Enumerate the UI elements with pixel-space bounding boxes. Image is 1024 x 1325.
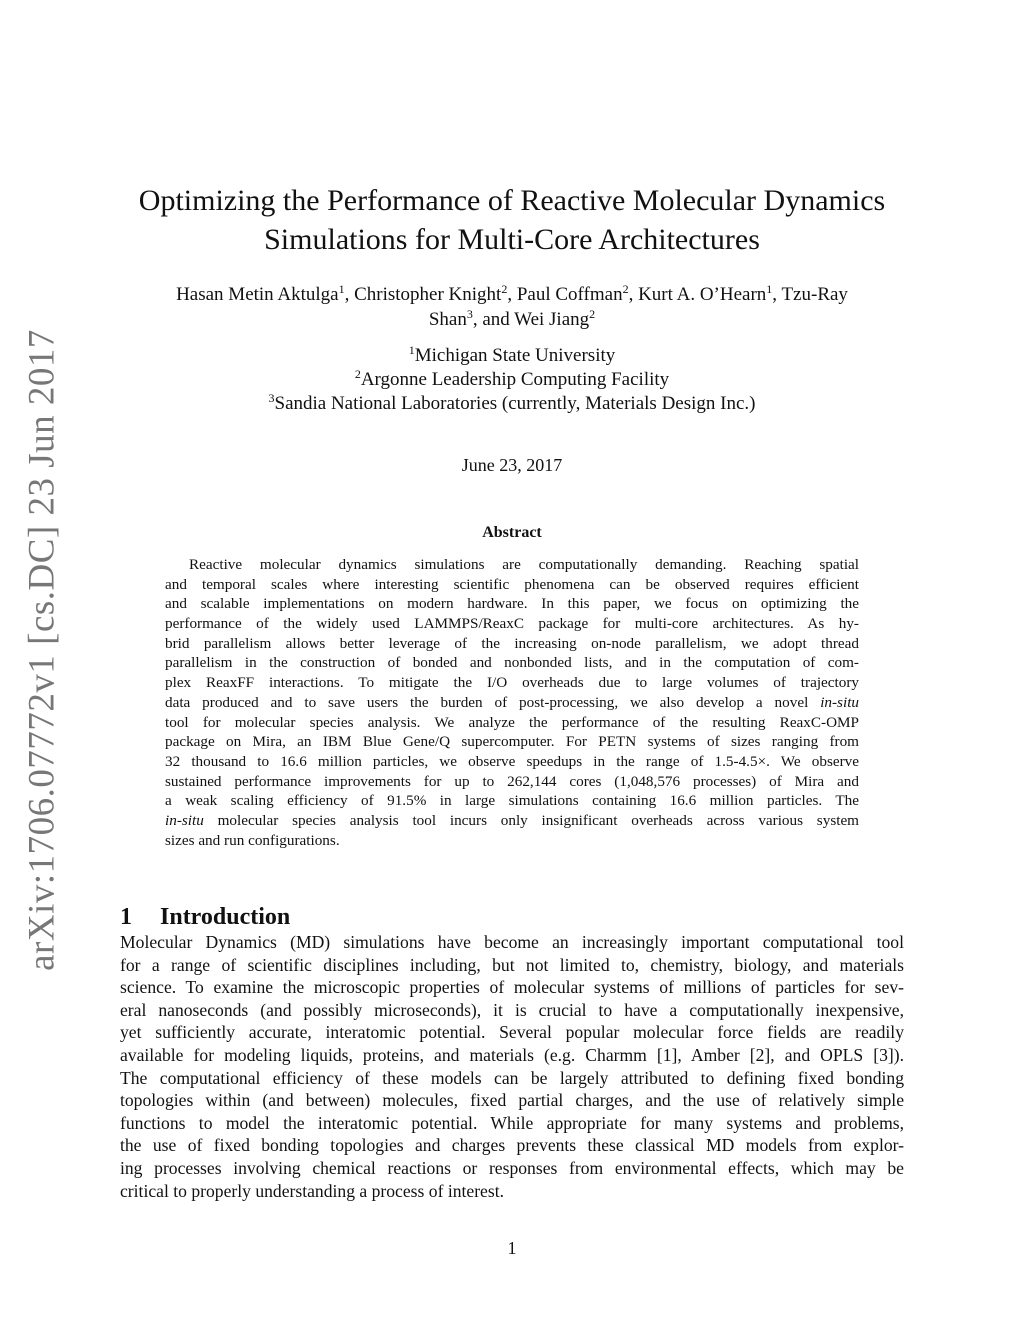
abstract-line: tool for molecular species analysis. We analyze the performance of the resulting ReaxC-OMP bbox=[165, 713, 859, 731]
author-name: , Christopher Knight bbox=[344, 284, 502, 305]
intro-line: for a range of scientific disciplines including, but not limited to, chemistry, biology, and materials bbox=[120, 954, 904, 975]
abstract-text: data produced and to save users the burden of post-processing, we also develop a novel bbox=[165, 693, 809, 711]
affiliation-list bbox=[0, 344, 1024, 416]
author-affil-sup: 2 bbox=[501, 282, 508, 296]
paper-date: June 23, 2017 bbox=[461, 455, 563, 475]
author-name: Hasan Metin Aktulga bbox=[176, 284, 339, 305]
title-line-1: Optimizing the Performance of Reactive Molecular Dynamics bbox=[138, 184, 886, 217]
author-name: , Paul Coffman bbox=[507, 284, 623, 305]
section-number: 1 bbox=[120, 903, 132, 930]
intro-line: ing processes involving chemical reactions or responses from environmental effects, which may be bbox=[120, 1157, 904, 1178]
affiliation-sup: 3 bbox=[268, 391, 275, 405]
author-line-2 bbox=[110, 307, 914, 332]
abstract-body bbox=[165, 555, 859, 850]
affiliation-sup: 1 bbox=[408, 343, 415, 357]
title-line-2: Simulations for Multi-Core Architectures bbox=[264, 223, 760, 256]
arxiv-identifier-text: arXiv:1706.07772v1 [cs.DC] 23 Jun 2017 bbox=[21, 329, 63, 971]
affiliation bbox=[0, 392, 1024, 416]
section-title: Introduction bbox=[160, 903, 291, 930]
abstract-italic-term: in-situ bbox=[165, 811, 204, 829]
affiliation bbox=[0, 344, 1024, 368]
abstract-line: 32 thousand to 16.6 million particles, we observe speedups in the range of 1.5-4.5×. We observe bbox=[165, 752, 859, 770]
abstract-line: a weak scaling efficiency of 91.5% in large simulations containing 16.6 million particles. The bbox=[165, 792, 859, 810]
author-name: , and Wei Jiang bbox=[472, 309, 590, 330]
author-name: , Kurt A. O’Hearn bbox=[628, 284, 767, 305]
abstract-line: brid parallelism allows better leverage of the increasing on-node parallelism, we adopt thread bbox=[165, 634, 859, 652]
abstract-line bbox=[165, 811, 859, 831]
paper-title bbox=[0, 181, 1024, 259]
abstract-line: sustained performance improvements for up to 262,144 cores (1,048,576 processes) of Mira and bbox=[165, 772, 859, 790]
author-affil-sup: 3 bbox=[466, 307, 473, 321]
intro-line: available for modeling liquids, proteins, and materials (e.g. Charmm [1], Amber [2], and OPLS [3]). bbox=[120, 1044, 904, 1065]
intro-line: The computational efficiency of these models can be largely attributed to defining fixed bonding bbox=[120, 1067, 904, 1088]
intro-line: science. To examine the microscopic properties of molecular systems of millions of particles for sev- bbox=[120, 977, 904, 998]
abstract-line: plex ReaxFF interactions. To mitigate the I/O overheads due to large volumes of trajectory bbox=[165, 674, 859, 692]
affiliation-name: Sandia National Laboratories (currently, Materials Design Inc.) bbox=[274, 393, 756, 414]
intro-line: the use of fixed bonding topologies and charges prevents these classical MD models from explor- bbox=[120, 1135, 904, 1156]
intro-line: topologies within (and between) molecules, fixed partial charges, and the use of relatively simple bbox=[120, 1090, 904, 1111]
intro-line: eral nanoseconds (and possibly microseconds), it is crucial to have a computationally inexpensive, bbox=[120, 999, 904, 1020]
abstract-line: and scalable implementations on modern hardware. In this paper, we focus on optimizing the bbox=[165, 595, 859, 613]
affiliation bbox=[0, 368, 1024, 392]
affiliation-sup: 2 bbox=[354, 367, 361, 381]
intro-line: yet sufficiently accurate, interatomic potential. Several popular molecular force fields are readily bbox=[120, 1022, 904, 1043]
abstract-text: molecular species analysis tool incurs only insignificant overheads across various system bbox=[217, 811, 859, 829]
intro-line: Molecular Dynamics (MD) simulations have become an increasingly important computational tool bbox=[120, 932, 904, 952]
abstract-line bbox=[165, 693, 859, 713]
author-affil-sup: 2 bbox=[622, 282, 629, 296]
author-line-1 bbox=[110, 282, 914, 307]
author-name: , Tzu-Ray bbox=[772, 284, 848, 305]
abstract-line: performance of the widely used LAMMPS/ReaxC package for multi-core architectures. As hy- bbox=[165, 615, 859, 633]
affiliation-name: Argonne Leadership Computing Facility bbox=[360, 369, 670, 390]
author-list bbox=[110, 282, 914, 332]
abstract-line: package on Mira, an IBM Blue Gene/Q supercomputer. For PETN systems of sizes ranging from bbox=[165, 733, 859, 751]
intro-line: critical to properly understanding a process of interest. bbox=[120, 1180, 505, 1201]
author-name: Shan bbox=[428, 309, 467, 330]
intro-line: functions to model the interatomic potential. While appropriate for many systems and problems, bbox=[120, 1112, 904, 1133]
author-affil-sup: 2 bbox=[589, 307, 596, 321]
abstract-italic-term: in-situ bbox=[820, 693, 860, 711]
abstract-line: and temporal scales where interesting scientific phenomena can be observed requires efficient bbox=[165, 575, 859, 593]
page-number: 1 bbox=[507, 1238, 517, 1258]
abstract-line: Reactive molecular dynamics simulations are computationally demanding. Reaching spatial bbox=[189, 556, 859, 573]
author-affil-sup: 1 bbox=[338, 282, 345, 296]
affiliation-name: Michigan State University bbox=[414, 345, 616, 366]
abstract-heading: Abstract bbox=[482, 524, 542, 541]
section-heading bbox=[120, 904, 290, 931]
introduction-body bbox=[120, 931, 904, 1202]
author-affil-sup: 1 bbox=[766, 282, 773, 296]
abstract-line: parallelism in the construction of bonded and nonbonded lists, and in the computation of com- bbox=[165, 654, 859, 672]
abstract-line: sizes and run configurations. bbox=[165, 831, 340, 849]
